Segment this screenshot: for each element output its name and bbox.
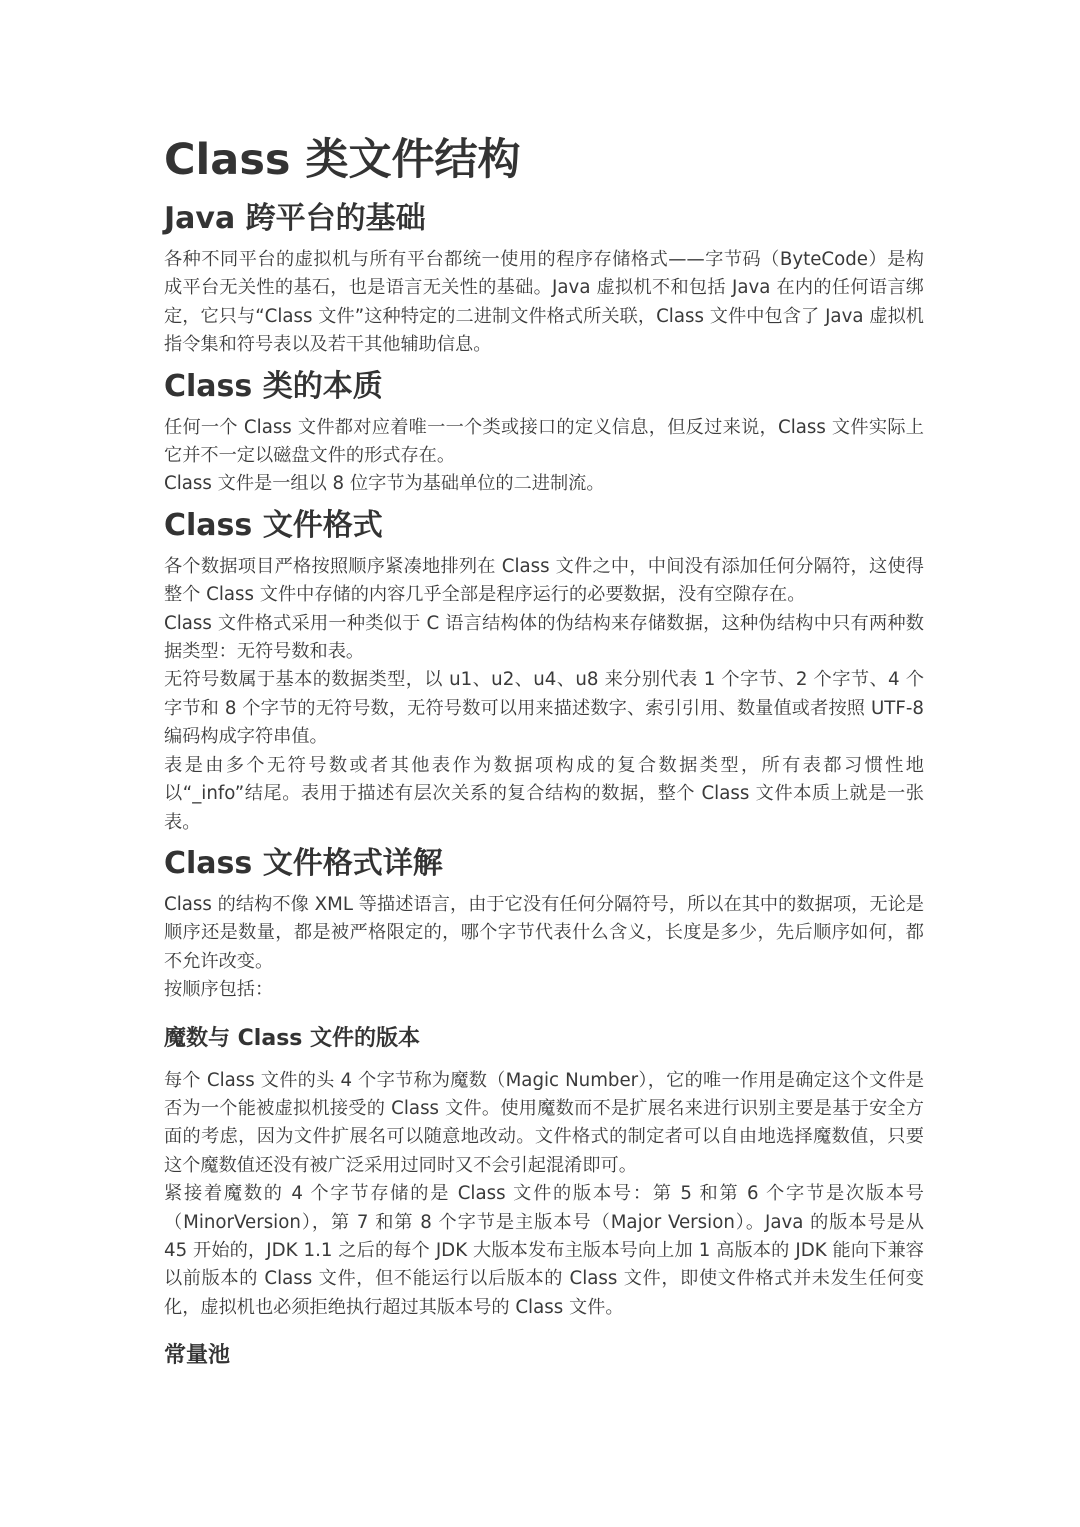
paragraph: 每个 Class 文件的头 4 个字节称为魔数（Magic Number），它的唯一作用是确定这个文件是否为一个能被虚拟机接受的 Class 文件。使用魔数而不是扩展名来进行识别主要是基于安全方面的考虑，因为文件扩展名可以随意地改动。文件格式的制定者可以自由地选择魔数值，只要这个魔数值还没有被广泛采用过同时又不会引起混淆即可。 xyxy=(164,1069,924,1176)
paragraph: 任何一个 Class 文件都对应着唯一一个类或接口的定义信息，但反过来说，Class 文件实际上它并不一定以磁盘文件的形式存在。 xyxy=(164,416,924,467)
section-heading-java-platform: Java 跨平台的基础 xyxy=(164,201,426,236)
paragraph: 各种不同平台的虚拟机与所有平台都统一使用的程序存储格式——字节码（ByteCode）是构成平台无关性的基石，也是语言无关性的基础。Java 虚拟机不和包括 Java 在内的任何语言绑定，它只与“Class 文件”这种特定的二进制文件格式所关联，Class 文件中包含了 Java 虚拟机指令集和符号表以及若干其他辅助信息。 xyxy=(164,249,924,356)
document-page xyxy=(164,128,924,1384)
subsection-heading-magic-number: 魔数与 Class 文件的版本 xyxy=(164,1025,421,1051)
paragraph: Class 的结构不像 XML 等描述语言，由于它没有任何分隔符号，所以在其中的数据项，无论是顺序还是数量，都是被严格限定的，哪个字节代表什么含义，长度是多少，先后顺序如何，都不允许改变。 xyxy=(164,893,924,972)
section-heading-class-format: Class 文件格式 xyxy=(164,507,383,543)
paragraph: Class 文件是一组以 8 位字节为基础单位的二进制流。 xyxy=(164,473,605,495)
paragraph: 紧接着魔数的 4 个字节存储的是 Class 文件的版本号：第 5 和第 6 个字节是次版本号（MinorVersion），第 7 和第 8 个字节是主版本号（Major Version）。Java 的版本号是从 45 开始的，JDK 1.1 之后的每个 JDK 大版本发布主版本号向上加 1 高版本的 JDK 能向下兼容以前版本的 Class 文件，但不能运行以后版本的 Class 文件，即使文件格式并未发生任何变化，虚拟机也必须拒绝执行超过其版本号的 Class 文件。 xyxy=(164,1183,924,1318)
paragraph: Class 文件格式采用一种类似于 C 语言结构体的伪结构来存储数据，这种伪结构中只有两种数据类型：无符号数和表。 xyxy=(164,612,924,663)
section-heading-format-detail: Class 文件格式详解 xyxy=(164,845,443,881)
paragraph: 无符号数属于基本的数据类型，以 u1、u2、u4、u8 来分别代表 1 个字节、2 个字节、4 个字节和 8 个字节的无符号数，无符号数可以用来描述数字、索引引用、数量值或者按照 UTF-8 编码构成字符串值。 xyxy=(164,669,924,748)
paragraph: 各个数据项目严格按照顺序紧凑地排列在 Class 文件之中，中间没有添加任何分隔符，这使得整个 Class 文件中存储的内容几乎全部是程序运行的必要数据，没有空隙存在。 xyxy=(164,555,924,606)
subsection-heading-constant-pool: 常量池 xyxy=(164,1343,231,1369)
document-title: Class 类文件结构 xyxy=(164,135,521,185)
ordered-lead-text: 按顺序包括： xyxy=(164,979,274,1001)
section-heading-class-essence: Class 类的本质 xyxy=(164,368,383,404)
paragraph: 表是由多个无符号数或者其他表作为数据项构成的复合数据类型，所有表都习惯性地以“_info”结尾。表用于描述有层次关系的复合结构的数据，整个 Class 文件本质上就是一张表。 xyxy=(164,754,924,833)
